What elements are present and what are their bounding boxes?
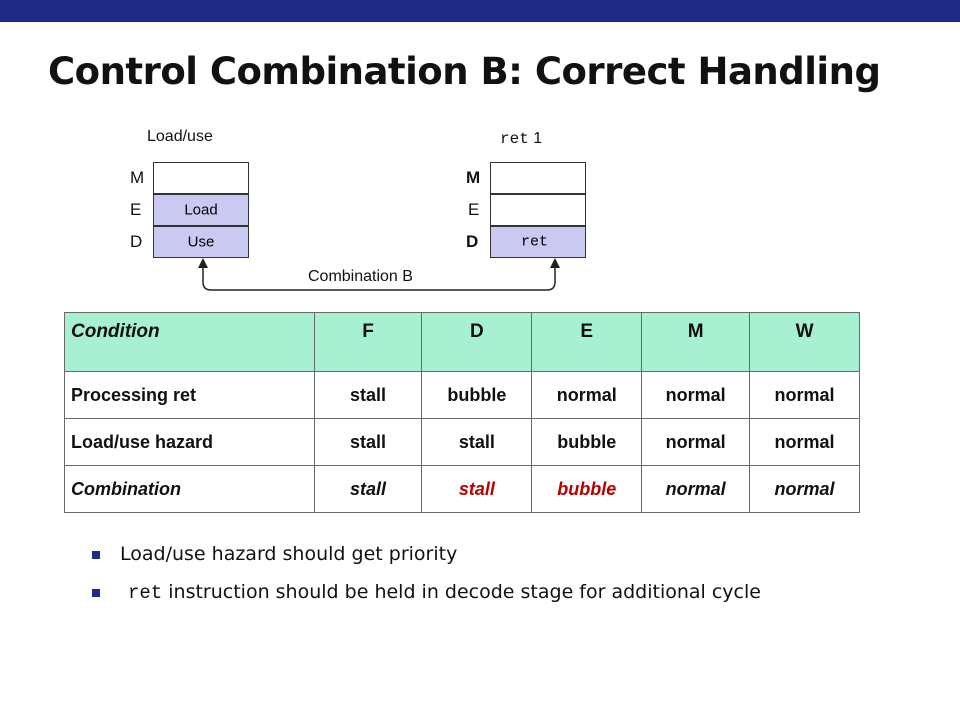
table-row: [65, 372, 860, 419]
row-processing-ret-f: stall: [314, 372, 422, 419]
row-combination-d: stall: [422, 466, 532, 513]
row-processing-ret-w: normal: [750, 372, 860, 419]
row-combination-condition: Combination: [65, 466, 315, 513]
header-f: F: [314, 313, 422, 372]
right-caption-num: 1: [533, 130, 543, 147]
combination-label: Combination B: [308, 268, 413, 285]
row-load-use-condition: Load/use hazard: [65, 419, 315, 466]
bullet-text: Load/use hazard should get priority: [120, 543, 458, 565]
header-w: W: [750, 313, 860, 372]
left-stage-m: M: [130, 168, 145, 187]
row-processing-ret-e: normal: [532, 372, 642, 419]
bullet-square-icon: [92, 551, 100, 559]
row-processing-ret-d: bubble: [422, 372, 532, 419]
row-combination-f: stall: [314, 466, 422, 513]
right-arrowhead: [550, 258, 560, 268]
row-load-use-m: normal: [642, 419, 750, 466]
header-m: M: [642, 313, 750, 372]
right-stage-m: M: [466, 168, 481, 187]
left-box-e-label: Load: [184, 201, 218, 219]
row-load-use-e: bubble: [532, 419, 642, 466]
combination-connector: [0, 0, 960, 320]
row-load-use-d: stall: [422, 419, 532, 466]
bullet-code: ret: [128, 582, 163, 604]
pipeline-control-table: [64, 312, 860, 513]
row-combination-e: bubble: [532, 466, 642, 513]
bullet-square-icon: [92, 589, 100, 597]
row-load-use-w: normal: [750, 419, 860, 466]
right-box-d-label: ret: [521, 233, 549, 251]
row-processing-ret-m: normal: [642, 372, 750, 419]
row-processing-ret-condition: Processing ret: [65, 372, 315, 419]
bullet-text: [128, 581, 761, 604]
table-row: [65, 419, 860, 466]
bullet-rest: instruction should be held in decode stage for additional cycle: [162, 581, 761, 603]
right-stage-d: D: [466, 232, 479, 251]
header-d: D: [422, 313, 532, 372]
row-combination-w: normal: [750, 466, 860, 513]
right-caption-code: ret: [500, 130, 529, 148]
slide-title: Control Combination B: Correct Handling: [48, 50, 881, 93]
header-e: E: [532, 313, 642, 372]
header-condition: Condition: [65, 313, 315, 372]
left-box-d-label: Use: [187, 233, 215, 251]
right-stage-e: E: [468, 200, 480, 219]
left-stage-e: E: [130, 200, 142, 219]
row-load-use-f: stall: [314, 419, 422, 466]
left-diagram-caption: Load/use: [147, 128, 213, 145]
left-stage-d: D: [130, 232, 143, 251]
row-combination-m: normal: [642, 466, 750, 513]
table-header-row: [65, 313, 860, 372]
table-row: [65, 466, 860, 513]
left-arrowhead: [198, 258, 208, 268]
